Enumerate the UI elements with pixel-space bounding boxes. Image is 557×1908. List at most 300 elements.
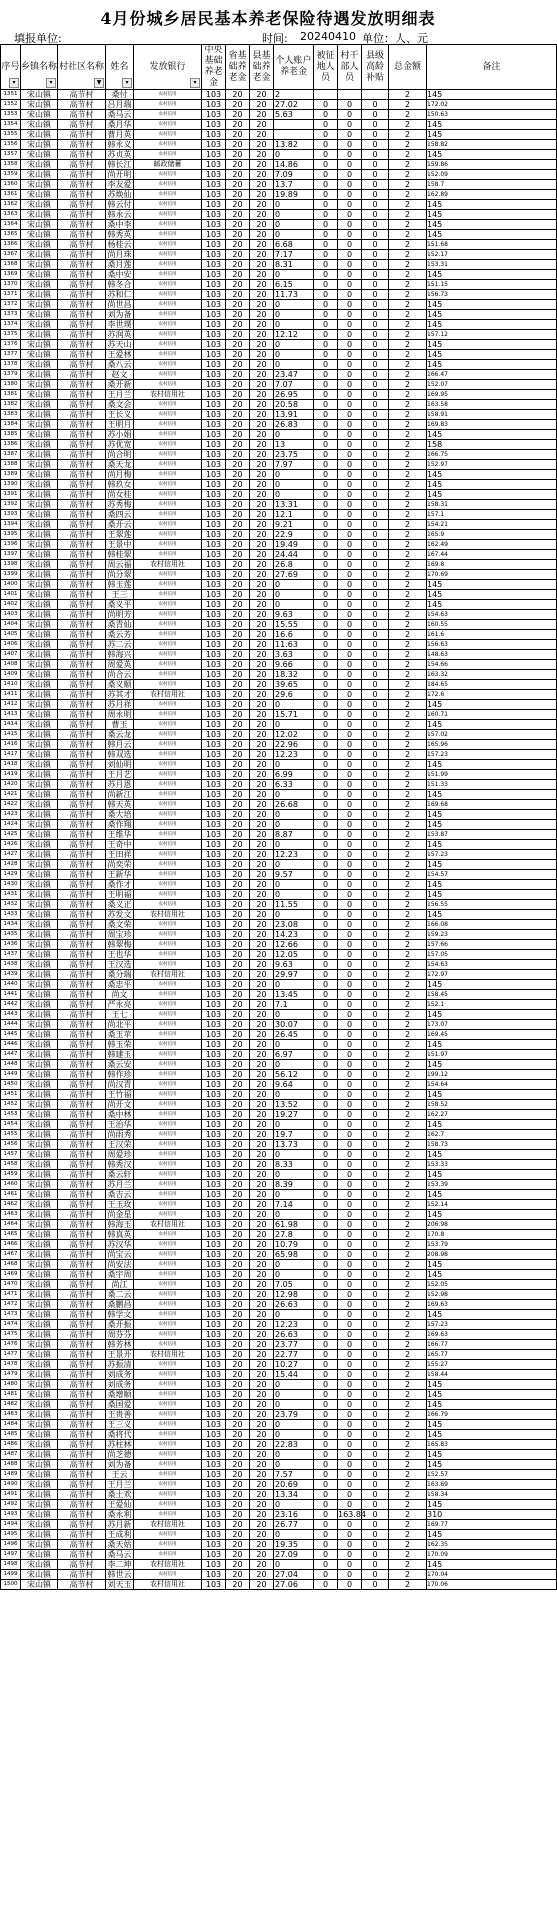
cell-name[interactable]: 桑中李 (107, 220, 132, 229)
cell-land[interactable]: 0 (314, 1540, 338, 1550)
cell-subsidy[interactable]: 0 (362, 510, 389, 520)
cell-name[interactable]: 韩真英 (107, 1230, 132, 1239)
cell-village[interactable]: 高节村 (58, 1270, 106, 1280)
cell-subsidy[interactable]: 0 (362, 1490, 389, 1500)
cell-province[interactable]: 20 (226, 1530, 250, 1540)
cell-subsidy[interactable]: 0 (362, 150, 389, 160)
cell-cadre[interactable]: 0 (338, 970, 362, 980)
cell-county[interactable]: 20 (250, 590, 274, 600)
cell-name[interactable]: 王翠莲 (107, 530, 132, 539)
cell-name[interactable]: 韩玉荣 (107, 1040, 132, 1049)
cell-county[interactable]: 20 (250, 1180, 274, 1190)
cell-province[interactable]: 20 (226, 1430, 250, 1440)
cell-name[interactable]: 苏焕仙 (107, 190, 132, 199)
cell-index[interactable]: 1393 (1, 510, 21, 520)
cell-town[interactable]: 宋山镇 (21, 90, 58, 100)
cell-land[interactable]: 0 (314, 320, 338, 330)
cell-province[interactable]: 20 (226, 300, 250, 310)
cell-total[interactable]: 2 (389, 1360, 427, 1370)
cell-subsidy[interactable]: 0 (362, 1080, 389, 1090)
cell-total[interactable]: 2 (389, 1210, 427, 1220)
cell-name[interactable]: 王月兰 (107, 1480, 132, 1489)
cell-remarks[interactable]: 162.89 (427, 190, 557, 200)
cell-subsidy[interactable]: 0 (362, 540, 389, 550)
cell-village[interactable]: 高节村 (58, 500, 106, 510)
cell-land[interactable]: 0 (314, 130, 338, 140)
cell-town[interactable]: 宋山镇 (21, 290, 58, 300)
cell-town[interactable]: 宋山镇 (21, 760, 58, 770)
cell-personal[interactable]: 13.45 (274, 990, 314, 1000)
cell-central[interactable]: 103 (202, 790, 226, 800)
cell-cadre[interactable]: 0 (338, 670, 362, 680)
cell-cadre[interactable]: 0 (338, 990, 362, 1000)
cell-remarks[interactable]: 145 (427, 360, 557, 370)
cell-personal[interactable]: 0 (274, 220, 314, 230)
cell-remarks[interactable]: 145 (427, 910, 557, 920)
cell-personal[interactable] (274, 120, 314, 130)
cell-total[interactable]: 2 (389, 980, 427, 990)
cell-total[interactable]: 2 (389, 620, 427, 630)
cell-name[interactable]: 周爱珍 (107, 1150, 132, 1159)
cell-remarks[interactable]: 145 (427, 1090, 557, 1100)
cell-province[interactable]: 20 (226, 1360, 250, 1370)
cell-index[interactable]: 1361 (1, 190, 21, 200)
cell-village[interactable]: 高节村 (58, 1410, 106, 1420)
cell-subsidy[interactable]: 0 (362, 1420, 389, 1430)
cell-county[interactable]: 20 (250, 1320, 274, 1330)
cell-province[interactable]: 20 (226, 870, 250, 880)
cell-subsidy[interactable]: 0 (362, 1050, 389, 1060)
cell-bank[interactable]: 农村信用 (134, 760, 202, 770)
cell-remarks[interactable]: 145 (427, 130, 557, 140)
cell-name[interactable]: 尚开文 (107, 1100, 132, 1109)
cell-total[interactable]: 2 (389, 320, 427, 330)
cell-village[interactable]: 高节村 (58, 1030, 106, 1040)
cell-village[interactable]: 高节村 (58, 1120, 106, 1130)
cell-land[interactable]: 0 (314, 1070, 338, 1080)
cell-personal[interactable]: 61.98 (274, 1220, 314, 1230)
cell-remarks[interactable]: 152.09 (427, 170, 557, 180)
cell-town[interactable]: 宋山镇 (21, 1420, 58, 1430)
cell-personal[interactable]: 13.73 (274, 1140, 314, 1150)
cell-index[interactable]: 1380 (1, 380, 21, 390)
cell-personal[interactable]: 0 (274, 760, 314, 770)
cell-province[interactable]: 20 (226, 860, 250, 870)
cell-subsidy[interactable]: 0 (362, 1330, 389, 1340)
cell-county[interactable]: 20 (250, 740, 274, 750)
cell-index[interactable]: 1376 (1, 340, 21, 350)
cell-bank[interactable]: 农村信用 (134, 670, 202, 680)
cell-central[interactable]: 103 (202, 1240, 226, 1250)
cell-central[interactable]: 103 (202, 970, 226, 980)
cell-cadre[interactable]: 0 (338, 1130, 362, 1140)
cell-bank[interactable]: 农村信用 (134, 90, 202, 100)
cell-personal[interactable]: 27.04 (274, 1570, 314, 1580)
cell-remarks[interactable]: 145 (427, 600, 557, 610)
cell-county[interactable]: 20 (250, 100, 274, 110)
cell-personal[interactable]: 27.69 (274, 570, 314, 580)
cell-index[interactable]: 1493 (1, 1510, 21, 1520)
cell-remarks[interactable]: 158 (427, 440, 557, 450)
cell-town[interactable]: 宋山镇 (21, 1470, 58, 1480)
cell-total[interactable]: 2 (389, 280, 427, 290)
cell-village[interactable]: 高节村 (58, 200, 106, 210)
cell-cadre[interactable]: 0 (338, 1040, 362, 1050)
cell-province[interactable]: 20 (226, 780, 250, 790)
cell-bank[interactable]: 农村信用 (134, 1460, 202, 1470)
cell-name[interactable]: 韩双选 (107, 750, 132, 759)
cell-province[interactable]: 20 (226, 1120, 250, 1130)
cell-bank[interactable]: 农村信用 (134, 450, 202, 460)
cell-personal[interactable]: 0 (274, 210, 314, 220)
cell-county[interactable]: 20 (250, 460, 274, 470)
cell-village[interactable]: 高节村 (58, 260, 106, 270)
cell-subsidy[interactable]: 0 (362, 1040, 389, 1050)
cell-index[interactable]: 1497 (1, 1550, 21, 1560)
cell-remarks[interactable]: 165.96 (427, 740, 557, 750)
cell-land[interactable]: 0 (314, 180, 338, 190)
cell-subsidy[interactable]: 0 (362, 1280, 389, 1290)
cell-central[interactable]: 103 (202, 690, 226, 700)
cell-index[interactable]: 1384 (1, 420, 21, 430)
cell-village[interactable]: 高节村 (58, 210, 106, 220)
cell-village[interactable]: 高节村 (58, 610, 106, 620)
cell-land[interactable]: 0 (314, 170, 338, 180)
cell-total[interactable]: 2 (389, 1550, 427, 1560)
cell-village[interactable]: 高节村 (58, 430, 106, 440)
cell-town[interactable]: 宋山镇 (21, 550, 58, 560)
cell-province[interactable]: 20 (226, 280, 250, 290)
cell-index[interactable]: 1443 (1, 1010, 21, 1020)
cell-central[interactable]: 103 (202, 290, 226, 300)
cell-bank[interactable]: 农村信用 (134, 1400, 202, 1410)
cell-town[interactable]: 宋山镇 (21, 1000, 58, 1010)
cell-central[interactable]: 103 (202, 1460, 226, 1470)
header-town[interactable]: 乡镇名称 ▾ (21, 45, 58, 90)
cell-land[interactable]: 0 (314, 710, 338, 720)
cell-bank[interactable]: 农村信用 (134, 230, 202, 240)
cell-remarks[interactable]: 169.77 (427, 1520, 557, 1530)
cell-personal[interactable]: 23.77 (274, 1340, 314, 1350)
cell-bank[interactable]: 农村信用 (134, 740, 202, 750)
cell-province[interactable]: 20 (226, 440, 250, 450)
cell-subsidy[interactable]: 0 (362, 820, 389, 830)
cell-county[interactable]: 20 (250, 810, 274, 820)
cell-bank[interactable]: 农村信用 (134, 300, 202, 310)
cell-index[interactable]: 1417 (1, 750, 21, 760)
cell-bank[interactable]: 农村信用 (134, 580, 202, 590)
cell-total[interactable]: 2 (389, 510, 427, 520)
cell-land[interactable]: 0 (314, 420, 338, 430)
cell-total[interactable]: 2 (389, 670, 427, 680)
cell-name[interactable]: 苏小娟 (107, 430, 132, 439)
cell-bank[interactable]: 农村信用 (134, 490, 202, 500)
cell-name[interactable]: 桑二云 (107, 1290, 132, 1299)
cell-village[interactable]: 高节村 (58, 140, 106, 150)
cell-index[interactable]: 1489 (1, 1470, 21, 1480)
cell-cadre[interactable]: 0 (338, 1200, 362, 1210)
cell-remarks[interactable]: 145 (427, 890, 557, 900)
cell-town[interactable]: 宋山镇 (21, 1050, 58, 1060)
cell-index[interactable]: 1480 (1, 1380, 21, 1390)
cell-total[interactable]: 2 (389, 950, 427, 960)
cell-subsidy[interactable]: 0 (362, 630, 389, 640)
cell-central[interactable]: 103 (202, 1030, 226, 1040)
cell-county[interactable]: 20 (250, 1040, 274, 1050)
cell-subsidy[interactable]: 0 (362, 720, 389, 730)
cell-cadre[interactable]: 0 (338, 1230, 362, 1240)
cell-central[interactable]: 103 (202, 880, 226, 890)
cell-town[interactable]: 宋山镇 (21, 350, 58, 360)
cell-village[interactable]: 高节村 (58, 530, 106, 540)
cell-cadre[interactable]: 0 (338, 730, 362, 740)
cell-province[interactable]: 20 (226, 1300, 250, 1310)
cell-province[interactable]: 20 (226, 260, 250, 270)
cell-land[interactable]: 0 (314, 1500, 338, 1510)
cell-remarks[interactable]: 145 (427, 1500, 557, 1510)
cell-name[interactable]: 苏优宽 (107, 440, 132, 449)
cell-county[interactable]: 20 (250, 890, 274, 900)
cell-county[interactable]: 20 (250, 1080, 274, 1090)
cell-total[interactable]: 2 (389, 1010, 427, 1020)
cell-province[interactable]: 20 (226, 170, 250, 180)
header-personal-account[interactable]: 个人账户养老金 (274, 45, 314, 90)
cell-town[interactable]: 宋山镇 (21, 770, 58, 780)
cell-index[interactable]: 1413 (1, 710, 21, 720)
cell-village[interactable]: 高节村 (58, 970, 106, 980)
cell-province[interactable]: 20 (226, 1450, 250, 1460)
cell-name[interactable]: 苏月兰 (107, 1180, 132, 1189)
cell-central[interactable]: 103 (202, 660, 226, 670)
cell-land[interactable]: 0 (314, 1360, 338, 1370)
cell-cadre[interactable]: 0 (338, 350, 362, 360)
cell-index[interactable]: 1477 (1, 1350, 21, 1360)
cell-bank[interactable]: 农村信用 (134, 500, 202, 510)
cell-county[interactable]: 20 (250, 1230, 274, 1240)
cell-bank[interactable]: 农村信用 (134, 1340, 202, 1350)
cell-bank[interactable]: 农村信用 (134, 680, 202, 690)
cell-town[interactable]: 宋山镇 (21, 890, 58, 900)
cell-subsidy[interactable]: 0 (362, 160, 389, 170)
cell-land[interactable]: 0 (314, 510, 338, 520)
cell-province[interactable]: 20 (226, 790, 250, 800)
cell-village[interactable]: 高节村 (58, 1070, 106, 1080)
cell-village[interactable]: 高节村 (58, 700, 106, 710)
cell-cadre[interactable]: 0 (338, 1080, 362, 1090)
cell-index[interactable]: 1446 (1, 1040, 21, 1050)
cell-total[interactable]: 2 (389, 720, 427, 730)
cell-province[interactable]: 20 (226, 1400, 250, 1410)
cell-name[interactable]: 桑吉云 (107, 1190, 132, 1199)
cell-county[interactable]: 20 (250, 700, 274, 710)
cell-village[interactable]: 高节村 (58, 1300, 106, 1310)
cell-index[interactable]: 1490 (1, 1480, 21, 1490)
cell-total[interactable]: 2 (389, 1470, 427, 1480)
cell-subsidy[interactable]: 0 (362, 1030, 389, 1040)
cell-bank[interactable]: 农村信用 (134, 600, 202, 610)
cell-town[interactable]: 宋山镇 (21, 1480, 58, 1490)
cell-total[interactable]: 2 (389, 1270, 427, 1280)
cell-subsidy[interactable]: 0 (362, 1320, 389, 1330)
cell-cadre[interactable]: 0 (338, 900, 362, 910)
cell-land[interactable]: 0 (314, 1080, 338, 1090)
cell-central[interactable]: 103 (202, 220, 226, 230)
cell-subsidy[interactable]: 0 (362, 660, 389, 670)
cell-subsidy[interactable]: 0 (362, 380, 389, 390)
cell-remarks[interactable]: 153.31 (427, 260, 557, 270)
cell-land[interactable]: 0 (314, 210, 338, 220)
cell-town[interactable]: 宋山镇 (21, 1410, 58, 1420)
cell-total[interactable]: 2 (389, 1120, 427, 1130)
filter-active-icon[interactable]: ▼ (94, 78, 104, 88)
cell-village[interactable]: 高节村 (58, 1080, 106, 1090)
cell-village[interactable]: 高节村 (58, 540, 106, 550)
cell-bank[interactable]: 农村信用 (134, 640, 202, 650)
cell-land[interactable]: 0 (314, 1290, 338, 1300)
cell-land[interactable]: 0 (314, 520, 338, 530)
cell-personal[interactable]: 26.63 (274, 1300, 314, 1310)
cell-central[interactable]: 103 (202, 780, 226, 790)
cell-town[interactable]: 宋山镇 (21, 520, 58, 530)
cell-county[interactable]: 20 (250, 560, 274, 570)
cell-name[interactable]: 王景开 (107, 1350, 132, 1359)
cell-county[interactable]: 20 (250, 110, 274, 120)
cell-subsidy[interactable]: 0 (362, 650, 389, 660)
cell-personal[interactable]: 22.83 (274, 1440, 314, 1450)
cell-land[interactable]: 0 (314, 330, 338, 340)
cell-index[interactable]: 1464 (1, 1220, 21, 1230)
cell-cadre[interactable]: 0 (338, 280, 362, 290)
cell-bank[interactable]: 农村信用 (134, 710, 202, 720)
cell-central[interactable]: 103 (202, 1580, 226, 1590)
cell-town[interactable]: 宋山镇 (21, 1560, 58, 1570)
cell-total[interactable]: 2 (389, 170, 427, 180)
cell-central[interactable]: 103 (202, 340, 226, 350)
cell-town[interactable]: 宋山镇 (21, 600, 58, 610)
cell-province[interactable]: 20 (226, 220, 250, 230)
cell-land[interactable]: 0 (314, 720, 338, 730)
cell-village[interactable]: 高节村 (58, 1550, 106, 1560)
cell-cadre[interactable]: 0 (338, 1220, 362, 1230)
cell-name[interactable]: 尚文 (106, 990, 134, 1000)
cell-cadre[interactable]: 0 (338, 760, 362, 770)
header-name[interactable]: 姓名 ▾ (106, 45, 134, 90)
cell-cadre[interactable]: 0 (338, 1240, 362, 1250)
cell-land[interactable]: 0 (314, 220, 338, 230)
cell-province[interactable]: 20 (226, 980, 250, 990)
cell-province[interactable]: 20 (226, 1150, 250, 1160)
cell-town[interactable]: 宋山镇 (21, 530, 58, 540)
cell-bank[interactable]: 农村信用 (134, 990, 202, 1000)
cell-central[interactable]: 103 (202, 870, 226, 880)
cell-land[interactable]: 0 (314, 1490, 338, 1500)
cell-bank[interactable]: 农村信用社 (134, 1520, 202, 1530)
cell-cadre[interactable]: 0 (338, 790, 362, 800)
cell-remarks[interactable]: 145 (427, 1450, 557, 1460)
cell-index[interactable]: 1364 (1, 220, 21, 230)
cell-remarks[interactable]: 145 (427, 760, 557, 770)
cell-index[interactable]: 1452 (1, 1100, 21, 1110)
cell-bank[interactable]: 农村信用 (134, 270, 202, 280)
cell-village[interactable]: 高节村 (58, 150, 106, 160)
cell-subsidy[interactable]: 0 (362, 570, 389, 580)
cell-total[interactable]: 2 (389, 520, 427, 530)
cell-county[interactable]: 20 (250, 1380, 274, 1390)
cell-province[interactable]: 20 (226, 1520, 250, 1530)
cell-subsidy[interactable]: 0 (362, 1070, 389, 1080)
cell-province[interactable]: 20 (226, 240, 250, 250)
cell-cadre[interactable]: 0 (338, 860, 362, 870)
cell-province[interactable]: 20 (226, 1420, 250, 1430)
cell-personal[interactable]: 7.97 (274, 460, 314, 470)
cell-province[interactable]: 20 (226, 1460, 250, 1470)
cell-remarks[interactable]: 156.63 (427, 640, 557, 650)
cell-remarks[interactable]: 145 (427, 810, 557, 820)
cell-town[interactable]: 宋山镇 (21, 1080, 58, 1090)
cell-town[interactable]: 宋山镇 (21, 1550, 58, 1560)
cell-subsidy[interactable]: 0 (362, 1210, 389, 1220)
cell-town[interactable]: 宋山镇 (21, 1010, 58, 1020)
cell-index[interactable]: 1479 (1, 1370, 21, 1380)
cell-personal[interactable]: 6.97 (274, 1050, 314, 1060)
cell-town[interactable]: 宋山镇 (21, 1440, 58, 1450)
cell-province[interactable]: 20 (226, 270, 250, 280)
cell-index[interactable]: 1441 (1, 990, 21, 1000)
cell-land[interactable]: 0 (314, 1430, 338, 1440)
cell-total[interactable]: 2 (389, 1050, 427, 1060)
cell-remarks[interactable]: 145 (427, 480, 557, 490)
cell-county[interactable]: 20 (250, 260, 274, 270)
cell-village[interactable]: 高节村 (58, 1160, 106, 1170)
cell-cadre[interactable]: 0 (338, 1350, 362, 1360)
cell-remarks[interactable]: 161.6 (427, 630, 557, 640)
cell-subsidy[interactable]: 0 (362, 810, 389, 820)
cell-cadre[interactable]: 0 (338, 550, 362, 560)
cell-central[interactable]: 103 (202, 1560, 226, 1570)
cell-cadre[interactable]: 0 (338, 300, 362, 310)
cell-subsidy[interactable]: 0 (362, 680, 389, 690)
cell-name[interactable]: 桑义正 (107, 900, 132, 909)
cell-subsidy[interactable]: 0 (362, 240, 389, 250)
cell-total[interactable]: 2 (389, 110, 427, 120)
cell-subsidy[interactable]: 0 (362, 1020, 389, 1030)
cell-remarks[interactable]: 151.99 (427, 770, 557, 780)
cell-village[interactable]: 高节村 (58, 190, 106, 200)
cell-total[interactable]: 2 (389, 1530, 427, 1540)
cell-index[interactable]: 1387 (1, 450, 21, 460)
cell-land[interactable]: 0 (314, 780, 338, 790)
cell-land[interactable]: 0 (314, 340, 338, 350)
cell-cadre[interactable]: 0 (338, 240, 362, 250)
cell-province[interactable]: 20 (226, 1480, 250, 1490)
cell-village[interactable]: 高节村 (58, 550, 106, 560)
cell-bank[interactable]: 农村信用 (134, 1140, 202, 1150)
cell-index[interactable]: 1469 (1, 1270, 21, 1280)
cell-name[interactable]: 尚分翠 (107, 570, 132, 579)
cell-land[interactable]: 0 (314, 990, 338, 1000)
cell-province[interactable]: 20 (226, 1020, 250, 1030)
cell-county[interactable]: 20 (250, 350, 274, 360)
cell-village[interactable]: 高节村 (58, 1400, 106, 1410)
cell-central[interactable]: 103 (202, 300, 226, 310)
cell-village[interactable]: 高节村 (58, 560, 106, 570)
cell-name[interactable]: 桑大培 (107, 810, 132, 819)
cell-county[interactable]: 20 (250, 940, 274, 950)
cell-bank[interactable]: 农村信用 (134, 1310, 202, 1320)
cell-personal[interactable]: 0 (274, 1090, 314, 1100)
cell-land[interactable]: 0 (314, 1310, 338, 1320)
cell-town[interactable]: 宋山镇 (21, 930, 58, 940)
